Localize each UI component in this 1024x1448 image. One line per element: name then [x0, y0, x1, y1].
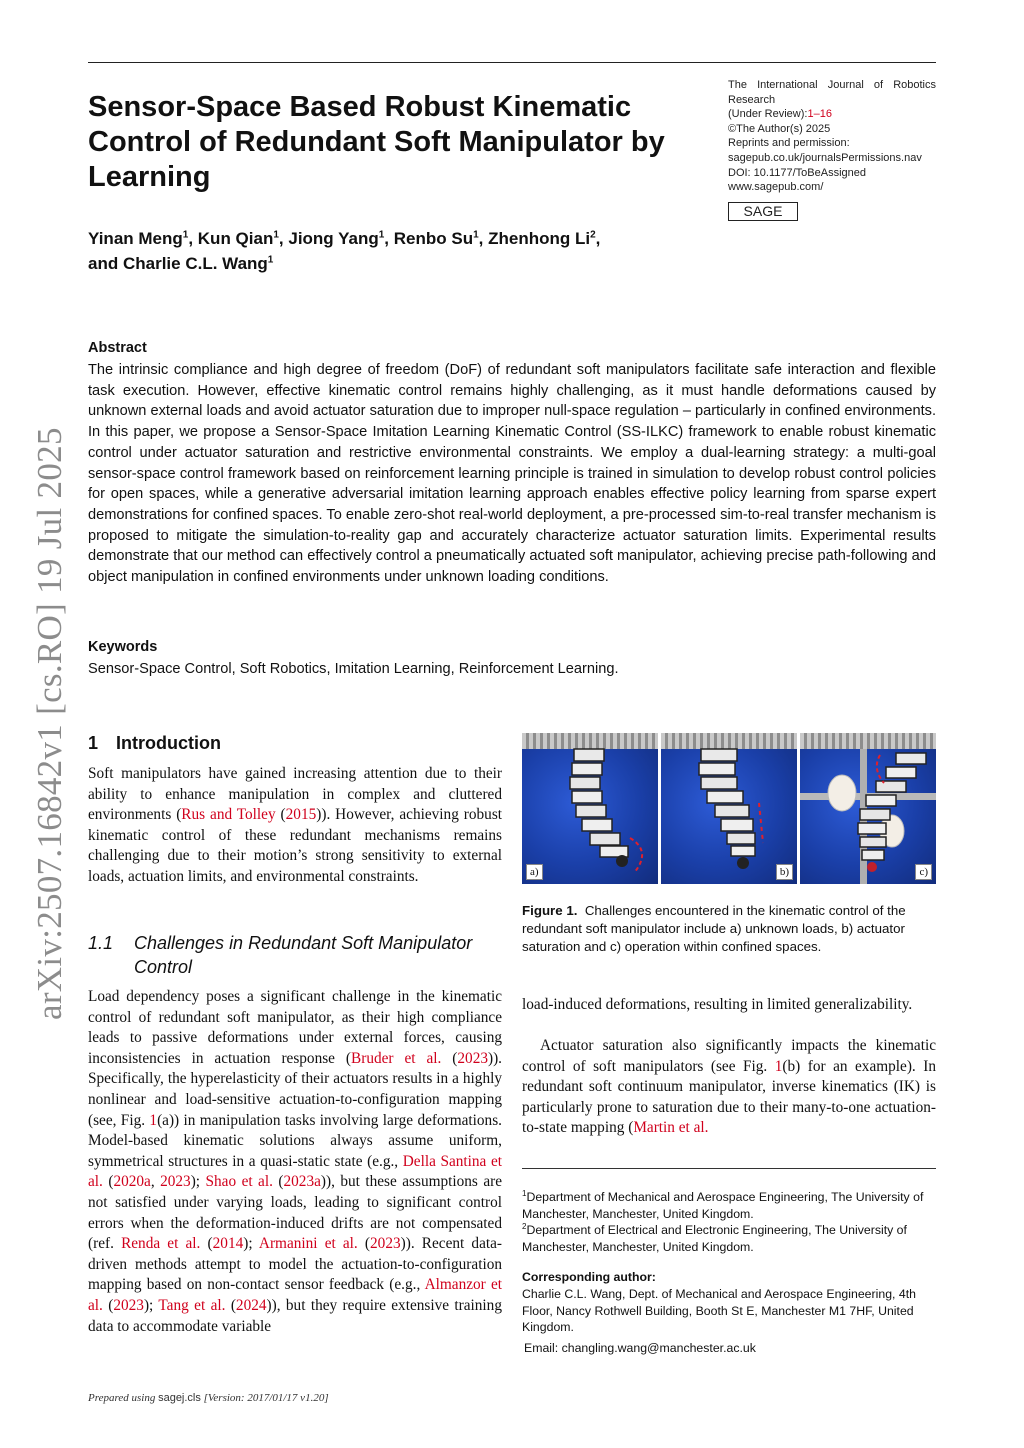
corresponding-author-heading: Corresponding author: — [522, 1270, 656, 1284]
author-affil-sup: 1 — [182, 229, 189, 241]
footnote-rule — [522, 1168, 936, 1169]
citation-link[interactable]: Almanzor et al. — [88, 1276, 502, 1314]
journal-info — [728, 78, 936, 221]
citation-year-link[interactable]: 2014 — [212, 1235, 244, 1253]
panel-label: c) — [915, 864, 932, 880]
keywords-text: Sensor-Space Control, Soft Robotics, Imitation Learning, Reinforcement Learning. — [88, 661, 619, 677]
citation-year-link[interactable]: 2023 — [370, 1235, 401, 1253]
citation-year-link[interactable]: 2023 — [160, 1173, 191, 1191]
panel-label: a) — [526, 864, 543, 880]
author-name: Renbo Su — [393, 229, 474, 248]
citation-link[interactable]: Tang et al. — [158, 1296, 226, 1314]
subsection-title-line1: Challenges in Redundant Soft Manipulator — [134, 933, 473, 953]
author-name: Charlie C.L. Wang — [122, 254, 268, 273]
text-run: )). Specifically, the hyperelasticity of their actuators results in a highly nonlinear and load-sensitive actuation-to-configuration mapping (see, Fig. — [88, 1049, 502, 1129]
section-title: Introduction — [116, 733, 221, 753]
section-number: 1 — [88, 733, 99, 753]
sage-logo: SAGE — [728, 202, 798, 221]
figure-ref-link[interactable]: 1 — [774, 1057, 783, 1075]
text-run: ( — [441, 1049, 458, 1067]
text-run: ); — [143, 1296, 159, 1314]
journal-permissions-url: sagepub.co.uk/journalsPermissions.nav — [728, 151, 922, 164]
author-affil-sup: 1 — [273, 229, 279, 241]
soft-manipulator-graphic — [800, 733, 936, 884]
text-run: ( — [272, 1173, 284, 1191]
citation-year-link[interactable]: 2023 — [457, 1049, 488, 1067]
caption-text: Challenges encountered in the kinematic control of the redundant soft manipulator include a) unknown loads, b) actuator saturation and c) operation within confined spaces. — [522, 903, 906, 954]
subsection-number: 1.1 — [88, 933, 114, 953]
text-run: Soft manipulators have gained increasing attention due to their ability to enhance manipulation in complex and cluttered environments ( — [88, 765, 502, 824]
journal-name-line1: The International Journal of Robotics — [728, 79, 936, 91]
text-run: ( — [225, 1296, 236, 1314]
text-run: ( — [200, 1235, 213, 1253]
citation-link[interactable]: Martin et al. — [633, 1119, 709, 1137]
text-run: (b) for an example). In redundant soft continuum manipulator, inverse kinematics (IK) is particularly prone to saturation due to their many-to-one actuation-to-state mapping ( — [522, 1057, 936, 1137]
citation-link[interactable]: Rus and Tolley — [181, 806, 276, 824]
text-run: )), but they require extensive training data to accommodate variable — [88, 1296, 502, 1335]
text-run: )), but these assumptions are not satisfied under varying loads, leading to significant control errors when the deformation-induced drifts are not compensated (ref. — [88, 1173, 503, 1253]
journal-doi: DOI: 10.1177/ToBeAssigned — [728, 166, 866, 179]
soft-manipulator-graphic — [522, 733, 658, 884]
author-name: Yinan Meng — [88, 229, 183, 248]
citation-link[interactable]: Bruder et al. — [351, 1049, 442, 1067]
text-run: ); — [243, 1235, 259, 1253]
citation-year-link[interactable]: 2015 — [285, 806, 317, 824]
right-column-paragraph-1: load-induced deformations, resulting in limited generalizability. — [522, 996, 913, 1013]
text-run: )). However, achieving robust kinematic control of these redundant mechanisms remains challenging due to their motion’s strong sensitivity to external loads, actuation limits, and environmental constraints. — [88, 806, 503, 885]
section-heading-introduction — [88, 731, 221, 755]
figure-ref-link[interactable]: 1 — [149, 1111, 158, 1129]
text-run: ( — [102, 1173, 114, 1191]
right-column-paragraph-2 — [522, 1036, 936, 1139]
corresponding-author-address: Charlie C.L. Wang, Dept. of Mechanical and Aerospace Engineering, 4th Floor, Nancy Rothwell Building, Booth St E, Manchester M1 7HF, United Kingdom. — [522, 1287, 916, 1334]
journal-name-line2: Research — [728, 93, 776, 106]
affiliation-1 — [522, 1186, 936, 1222]
text-run: ( — [357, 1235, 371, 1253]
text-run: , — [150, 1173, 161, 1191]
text-run: ( — [275, 806, 286, 824]
citation-link[interactable]: Armanini et al. — [258, 1235, 358, 1253]
footer-prepared-using — [88, 1392, 329, 1404]
citation-year-link[interactable]: 2020a — [113, 1173, 151, 1191]
abstract-text: The intrinsic compliance and high degree of freedom (DoF) of redundant soft manipulators facilitate safe interaction and flexible task execution. However, effective kinematic control remains highly challenging, as it must handle deformations caused by unknown external loads and avoid actuator saturation due to improper null-space regulation – particularly in confined environments. In this paper, we propose a Sensor-Space Imitation Learning Kinematic Control (SS-ILKC) framework to enable robust kinematic control under actuator saturation and restrictive environmental constraints. We employ a dual-learning strategy: a multi-goal sensor-space control framework based on reinforcement learning principle is trained in simulation to develop robust control policies for open spaces, while a generative adversarial imitation learning approach enables effective policy learning from sparse expert demonstrations for confined spaces. To enable zero-shot real-world deployment, a pre-processed sim-to-real transfer mechanism is proposed to mitigate the simulation-to-reality gap and accurately characterize actuator saturation limits. Experimental results demonstrate that our method can effectively control a pneumatically actuated soft manipulator, achieving precise path-following and object manipulation in confined environments under unknown loading conditions. — [88, 362, 936, 586]
panel-label: b) — [776, 864, 793, 880]
journal-site: www.sagepub.com/ — [728, 181, 824, 194]
author-affil-sup: 2 — [590, 229, 596, 241]
top-rule — [88, 62, 936, 63]
citation-year-link[interactable]: 2023 — [113, 1296, 144, 1314]
journal-pages-link[interactable]: 1–16 — [807, 108, 832, 121]
text-run: Load dependency poses a significant challenge in the kinematic control of redundant soft manipulator, as their high compliance leads to passive deformations under external forces, causing inconsistencies in actuation response ( — [88, 988, 502, 1067]
citation-link[interactable]: Shao et al. — [205, 1173, 273, 1191]
journal-review-line — [728, 107, 936, 122]
author-list: Yinan Meng$^1$, Kun Qian$^1$, Jiong Yang$^1$, Renbo Su$^1$, Zhenhong Li$^2$, and Charlie C.L. Wang$^1$ — [88, 229, 601, 273]
text-run: )). Recent data-driven methods attempt to model the actuation-to-configuration mapping based on non-contact sensor feedback (e.g., — [88, 1235, 503, 1294]
figure-1-photos — [522, 733, 936, 884]
journal-reprints: Reprints and permission: — [728, 137, 850, 150]
text-run: Actuator saturation also significantly impacts the kinematic control of soft manipulators (see Fig. — [522, 1037, 936, 1075]
affiliation-sup: 1 — [522, 1189, 527, 1198]
manipulator-segments — [699, 749, 755, 856]
text-run: (a)) in manipulation tasks involving large deformations. Model-based kinematic solutions always assume uniform, symmetrical structures in a quasi-static state (e.g., — [88, 1111, 502, 1170]
text-run: ( — [102, 1296, 114, 1314]
citation-year-link[interactable]: 2023a — [283, 1173, 321, 1191]
author-name: Jiong Yang — [288, 229, 379, 248]
author-name: Zhenhong Li — [488, 229, 591, 248]
author-name: Kun Qian — [197, 229, 274, 248]
figure-1-caption — [522, 902, 936, 956]
corresponding-author-email[interactable]: Email: changling.wang@manchester.ac.uk — [524, 1341, 756, 1355]
citation-link[interactable]: Della Santina et al. — [88, 1152, 502, 1191]
footer-version: [Version: 2017/01/17 v1.20] — [200, 1392, 329, 1404]
affiliation-text: Department of Electrical and Electronic Engineering, The University of Manchester, Manchester, United Kingdom. — [522, 1223, 907, 1254]
challenges-paragraph — [88, 987, 502, 1337]
figure-panel-a-photo — [522, 733, 658, 884]
affiliation-2 — [522, 1219, 936, 1255]
text-run: ); — [190, 1173, 206, 1191]
keywords-heading: Keywords — [88, 639, 158, 655]
figure-panel-b-photo — [661, 733, 797, 884]
journal-copyright: ©The Author(s) 2025 — [728, 122, 831, 135]
arxiv-identifier: arXiv:2507.16842v1 [cs.RO] 19 Jul 2025 — [30, 427, 69, 1020]
abstract-heading: Abstract — [88, 340, 147, 356]
author-conjunction: and — [88, 254, 119, 273]
subsection-heading-challenges — [88, 931, 502, 979]
citation-year-link[interactable]: 2024 — [235, 1296, 267, 1314]
soft-manipulator-graphic — [661, 733, 797, 884]
affiliation-sup: 2 — [522, 1222, 527, 1231]
intro-paragraph — [88, 764, 502, 888]
paper-title: Sensor-Space Based Robust Kinematic Control of Redundant Soft Manipulator by Learning — [88, 91, 665, 193]
subsection-title-line2: Control — [134, 957, 193, 977]
author-affil-sup: 1 — [267, 254, 274, 266]
author-affil-sup: 1 — [473, 229, 479, 241]
journal-review-prefix: (Under Review): — [728, 108, 808, 121]
citation-link[interactable]: Renda et al. — [121, 1235, 201, 1253]
author-affil-sup: 1 — [378, 229, 385, 241]
footer-cls-name: sagej.cls — [158, 1392, 201, 1404]
affiliation-text: Department of Mechanical and Aerospace Engineering, The University of Manchester, Manchester, United Kingdom. — [522, 1190, 924, 1221]
manipulator-segments — [570, 749, 628, 857]
figure-panel-c-photo — [800, 733, 936, 884]
footer-prefix: Prepared using — [88, 1392, 159, 1404]
caption-label: Figure 1. — [522, 903, 578, 918]
